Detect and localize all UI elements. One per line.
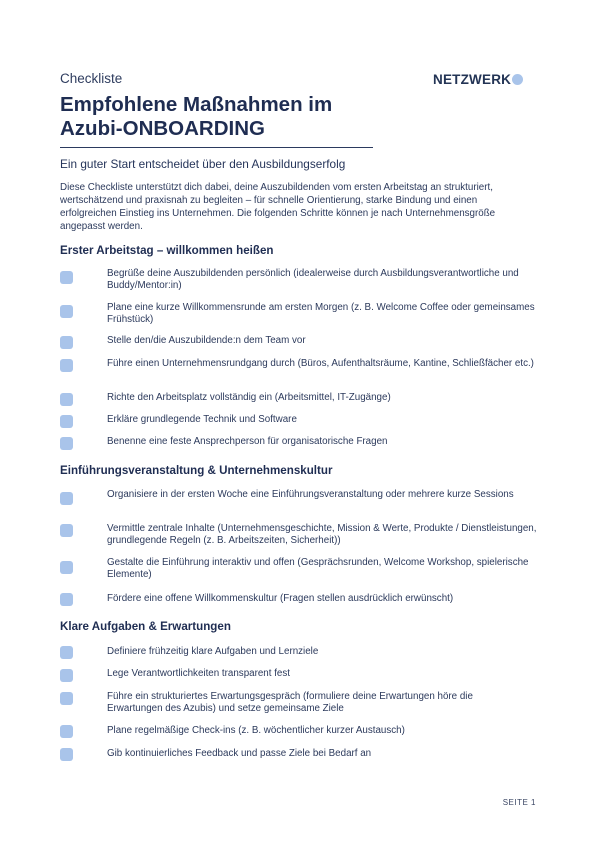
brand-logo [433,72,523,87]
item-text: Erkläre grundlegende Technik und Software [107,414,297,425]
checkbox[interactable] [60,492,73,505]
checkbox[interactable] [60,669,73,682]
item-text: Plane eine kurze Willkommensrunde am ersten Morgen (z. B. Welcome Coffee oder gemeinsames Frühstück) [107,302,535,325]
page-title [60,93,400,141]
checkbox[interactable] [60,305,73,318]
checkbox[interactable] [60,415,73,428]
item-text: Definiere frühzeitig klare Aufgaben und Lernziele [107,646,319,657]
page-number: SEITE 1 [502,798,536,807]
title-line-2: Azubi-ONBOARDING [60,117,265,140]
subtitle: Ein guter Start entscheidet über den Ausbildungserfolg [60,157,346,171]
item-text: Vermittle zentrale Inhalte (Unternehmensgeschichte, Mission & Werte, Produkte / Dienstleistungen, grundlegende Regeln (z. B. Arbeitszeiten, Sicherheit)) [107,523,537,546]
item-text: Führe ein strukturiertes Erwartungsgespräch (formuliere deine Erwartungen höre die Erwartungen des Azubis) und setze gemeinsame Ziele [107,691,473,714]
item-text: Benenne eine feste Ansprechperson für organisatorische Fragen [107,436,388,447]
item-text: Richte den Arbeitsplatz vollständig ein (Arbeitsmittel, IT-Zugänge) [107,392,391,403]
checkbox[interactable] [60,393,73,406]
checkbox[interactable] [60,725,73,738]
checkbox[interactable] [60,524,73,537]
item-text: Fördere eine offene Willkommenskultur (Fragen stellen ausdrücklich erwünscht) [107,593,454,604]
checkbox[interactable] [60,437,73,450]
item-text: Stelle den/die Auszubildende:n dem Team vor [107,335,306,346]
section-heading: Einführungsveranstaltung & Unternehmenskultur [60,464,333,477]
title-divider [60,147,373,148]
item-text: Plane regelmäßige Check-ins (z. B. wöchentlicher kurzer Austausch) [107,725,405,736]
kicker: Checkliste [60,71,123,86]
checkbox[interactable] [60,692,73,705]
checkbox[interactable] [60,336,73,349]
checkbox[interactable] [60,748,73,761]
checkbox[interactable] [60,593,73,606]
item-text: Führe einen Unternehmensrundgang durch (Büros, Aufenthaltsräume, Kantine, Schließfächer etc.) [107,358,534,369]
checkbox[interactable] [60,359,73,372]
item-text: Organisiere in der ersten Woche eine Einführungsveranstaltung oder mehrere kurze Sessions [107,489,514,500]
section-heading: Klare Aufgaben & Erwartungen [60,620,231,633]
checkbox[interactable] [60,646,73,659]
item-text: Lege Verantwortlichkeiten transparent fest [107,668,290,679]
logo-circle-icon [512,74,523,85]
title-line-1: Empfohlene Maßnahmen im [60,93,333,116]
item-text: Gib kontinuierliches Feedback und passe Ziele bei Bedarf an [107,748,372,759]
item-text: Begrüße deine Auszubildenden persönlich (idealerweise durch Ausbildungsverantwortliche und Buddy/Mentor:in) [107,268,519,291]
section-heading: Erster Arbeitstag – willkommen heißen [60,244,274,257]
item-text: Gestalte die Einführung interaktiv und offen (Gesprächsrunden, Welcome Workshop, spielerische Elemente) [107,557,529,580]
brand-name: NETZWERK [433,72,512,87]
checkbox[interactable] [60,561,73,574]
intro-text: Diese Checkliste unterstützt dich dabei, deine Auszubildenden vom ersten Arbeitstag an strukturiert, wertschätzend und praxisnah zu begleiten – für schnelle Orientierung, starke Bindung und einen erfolgreichen Einstieg ins Unternehmen. Die folgenden Schritte können je nach Unternehmensgröße angepasst werden. [60,182,496,232]
checkbox[interactable] [60,271,73,284]
